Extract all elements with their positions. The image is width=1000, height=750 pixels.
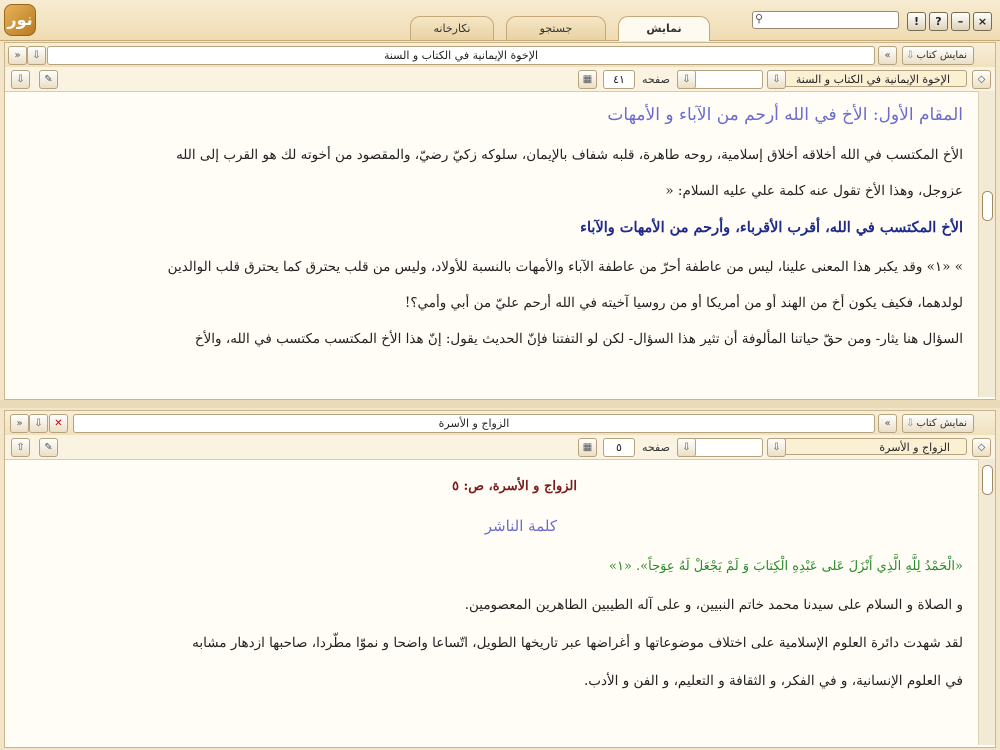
pane1-page-input[interactable]: ٤١ [603,70,635,89]
minimize-button[interactable]: – [951,12,970,31]
pane1-section-dropdown-icon[interactable]: ⇩ [677,70,696,89]
reader-pane-1 [4,42,996,400]
close-button[interactable]: × [973,12,992,31]
pane2-line: و الصلاة و السلام على سيدنا محمد خاتم النبيين، و على آله الطيبين الطاهرين المعصومين. [464,597,963,613]
pane1-content [5,91,977,399]
pane1-line: عزوجل، وهذا الأخ تقول عنه كلمة علي عليه السلام: « [665,183,963,199]
pane1-books-button[interactable] [902,46,974,65]
pane1-nav-down-icon[interactable]: ⇩ [11,70,30,89]
pane2-close-icon[interactable]: ✕ [49,414,68,433]
pane1-book-icon[interactable]: ◇ [972,70,991,89]
pane2-nav-bar [5,435,995,460]
pane2-line: في العلوم الإنسانية، و في الفكر، و الثقافة و التعليم، و الفن و الأدب. [583,673,963,689]
pane1-line: » «١» وقد يكبر هذا المعنى علينا، ليس من عاطفة أحرّ من عاطفة الآباء والأمهات بالنسبة للأولاد، وليس من قلب يحترق كما يحترق قلب الوالدين [167,259,963,275]
reader-pane-2 [4,410,996,748]
pane1-book-dropdown-icon[interactable]: ⇩ [767,70,786,89]
info-button[interactable]: ! [907,12,926,31]
pane-splitter[interactable] [0,400,1000,408]
pane2-collapse-button[interactable]: » [10,414,29,433]
pane1-line-heading: المقام الأول: الأخ في الله أرحم من الآباء و الأمهات [607,105,963,125]
pane2-page-label: صفحه [642,441,670,454]
pane1-collapse-button[interactable]: » [8,46,27,65]
pane1-line: لولدهما، فكيف يكون أخ من الهند أو من أمريكا أو من روسيا آخيته في الله أرحم عليّ من أبي وأمي؟! [404,295,963,311]
down-arrow-icon: ⇩ [906,50,915,61]
pane2-line: لقد شهدت دائرة العلوم الإسلامية على اختلاف موضوعاتها و أغراضها عبر تاريخها الطويل، اتّساعا واضحا و نموّا مطّردا، صاحبها ازدهار مشابه [192,635,963,651]
pane2-verse: «الْحَمْدُ لِلَّهِ الَّذِي أَنْزَلَ عَلى عَبْدِهِ الْكِتابَ وَ لَمْ يَجْعَلْ لَهُ عِوَجاً». «١» [609,559,963,574]
pane1-page-list-icon[interactable]: ▦ [578,70,597,89]
pane2-book-select[interactable]: الزواج و الأسرة [767,438,967,455]
pane2-content [5,459,977,747]
pane1-title-field[interactable]: الإخوة الإيمانية في الكتاب و السنة [47,46,875,65]
pane2-page-list-icon[interactable]: ▦ [578,438,597,457]
pane2-section-heading: كلمة الناشر [484,517,557,535]
pane2-expand-button[interactable]: « [878,414,897,433]
pane2-book-icon[interactable]: ◇ [972,438,991,457]
pane2-nav-up-icon[interactable]: ⇧ [11,438,30,457]
pane1-book-select[interactable]: الإخوة الإيمانية في الكتاب و السنة [767,70,967,87]
search-icon: ⚲ [755,12,764,25]
pane1-line: الأخ المكتسب في الله أخلاقه أخلاق إسلامية، روحه طاهرة، قلبه شفاف بالإيمان، سلوكه زكيّ رضيّ، والمقصود من أخوته لك هو القرب إلى الله [176,147,963,163]
pane2-title-bar [5,411,995,436]
pane2-tools-icon[interactable]: ✎ [39,438,58,457]
pane1-line: السؤال هنا يثار- ومن حقّ حياتنا المألوفة أن تثير هذا السؤال- لكن لو التفتنا فإنّ الحديث يقول: إنّ هذا الأخ المكتسب مكتسب في الله، والأخ [194,331,963,347]
pane1-title-bar [5,43,995,68]
pane2-title-field[interactable]: الزواج و الأسرة [73,414,875,433]
down-arrow-icon: ⇩ [906,418,915,429]
tab-search[interactable]: جستجو [506,16,606,40]
pane2-books-label: نمايش كتاب [916,418,967,429]
pane2-down-button[interactable]: ⇩ [29,414,48,433]
pane1-books-label: نمايش كتاب [916,50,967,61]
top-bar [0,0,1000,41]
pane2-book-dropdown-icon[interactable]: ⇩ [767,438,786,457]
tab-gallery[interactable]: نكارخانه [410,16,494,40]
pane2-scrollbar[interactable] [978,459,995,745]
pane2-page-ref: الزواج و الأسرة، ص: ٥ [451,479,577,494]
pane2-books-button[interactable] [902,414,974,433]
pane2-scroll-thumb[interactable] [982,465,993,495]
pane1-scroll-thumb[interactable] [982,191,993,221]
pane1-down-button[interactable]: ⇩ [27,46,46,65]
pane2-section-dropdown-icon[interactable]: ⇩ [677,438,696,457]
pane1-page-label: صفحه [642,73,670,86]
pane1-tools-icon[interactable]: ✎ [39,70,58,89]
pane1-scrollbar[interactable] [978,91,995,397]
search-input[interactable] [752,11,899,29]
pane1-nav-bar [5,67,995,92]
pane2-page-input[interactable]: ٥ [603,438,635,457]
tab-display[interactable]: نمايش [618,16,710,41]
pane1-line-quote: الأخ المكتسب في الله، أقرب الأقرباء، وأرحم من الأمهات والآباء [580,219,963,236]
pane1-expand-button[interactable]: « [878,46,897,65]
help-button[interactable]: ? [929,12,948,31]
window-buttons [904,10,992,31]
app-logo: نور [4,4,36,36]
